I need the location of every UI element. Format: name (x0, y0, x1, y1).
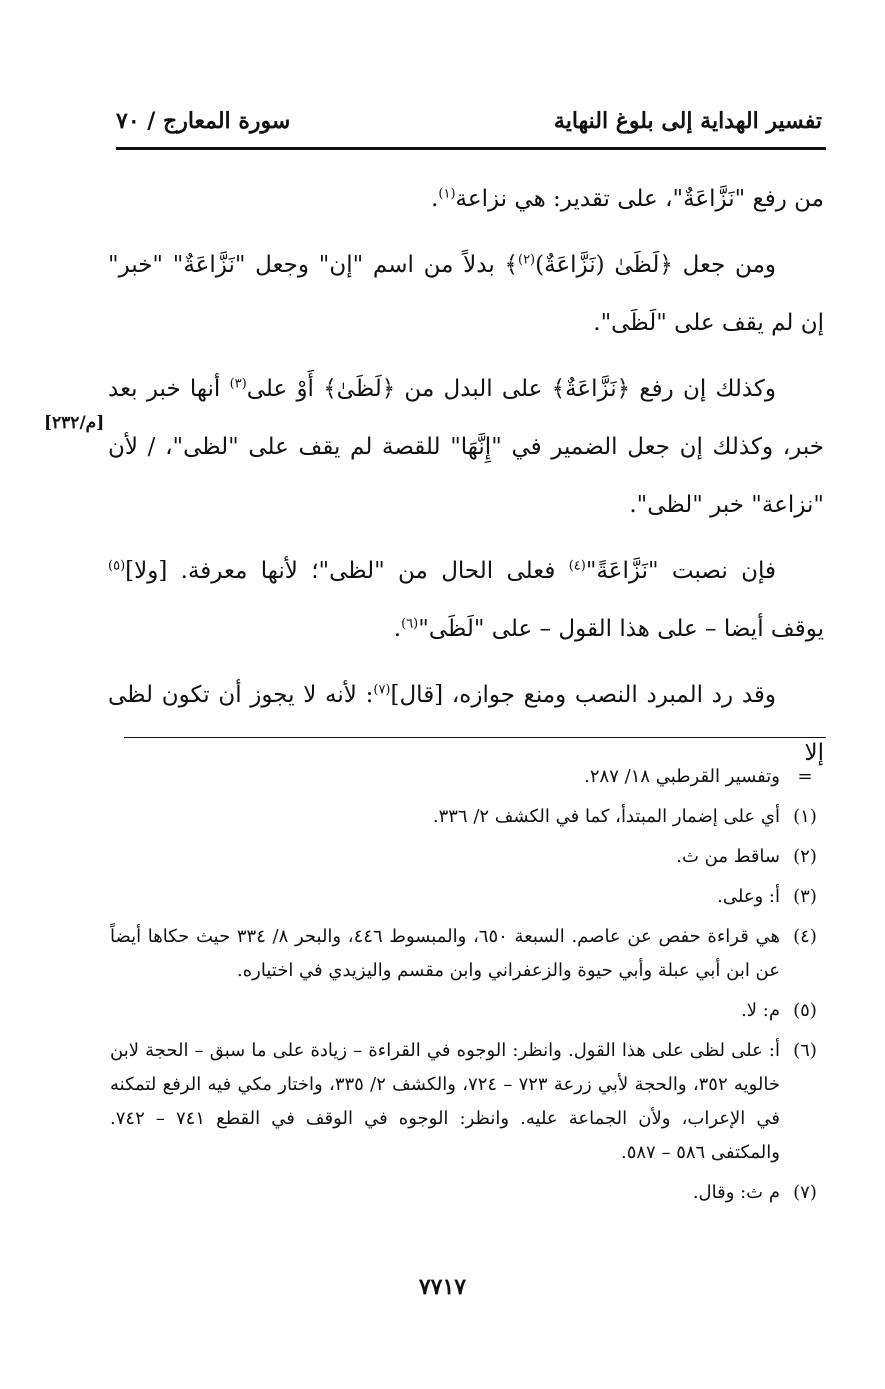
footnote-number: (٦) (793, 1040, 817, 1061)
footnote-number: (٤) (793, 926, 817, 947)
footnote-text: أي على إضمار المبتدأ، كما في الكشف ٢/ ٣٣٦. (432, 806, 780, 827)
footnote-ref: (١) (438, 186, 456, 202)
running-header (116, 108, 822, 148)
footnote-number: (٢) (793, 846, 817, 867)
footnote-text: ساقط من ث. (676, 846, 780, 867)
paragraph-2: ومن جعل ﴿لَظَىٰ (نَزَّاعَةٌ)$^{(٢)}$﴾ بدلاً من اسم "إن" وجعل "نَزَّاعَةٌ" "خبر" إن لم يقف على "لَظَى". (108, 252, 824, 336)
footnotes (110, 760, 830, 1216)
footnote-number: (٣) (793, 886, 817, 907)
footnote (110, 840, 830, 874)
manuscript-margin-ref: [م/٢٣٢] (44, 413, 105, 433)
footnote-ref: (٢) (517, 252, 536, 268)
footnote-ref: (٣) (229, 376, 247, 392)
footnote-rule (124, 737, 826, 738)
footnote-text: وتفسير القرطبي ١٨/ ٢٨٧. (584, 766, 780, 787)
footnote-ref: (٤) (568, 558, 586, 574)
book-title: تفسير الهداية إلى بلوغ النهاية (553, 108, 822, 134)
paragraph-4: فإن نصبت "نَزَّاعَةً"$^{(٤)}$ فعلى الحال من "لظى"؛ لأنها معرفة. [ولا]$^{(٥)}$ يوقف أيضا – على هذا القول – على "لَظَى"$^{(٦)}$. (108, 558, 824, 642)
footnote (110, 994, 830, 1028)
footnote (110, 880, 830, 914)
surah-page-label: سورة المعارج / ٧٠ (116, 108, 291, 134)
footnote-text: م ث: وقال. (692, 1182, 780, 1203)
footnote-text: أ: وعلى. (717, 886, 780, 907)
footnote-text: هي قراءة حفص عن عاصم. السبعة ٦٥٠، والمبسوط ٤٤٦، والبحر ٨/ ٣٣٤ حيث حكاها أيضاً عن ابن أبي عبلة وأبي حيوة والزعفراني وابن مقسم واليزيدي في اختياره. (110, 926, 780, 981)
header-rule (116, 147, 826, 150)
main-text (108, 170, 824, 790)
footnote (110, 760, 830, 794)
paragraph-1: من رفع "نَزَّاعَةٌ"، على تقدير: هي نزاعة$^{(١)}$. (431, 186, 824, 212)
footnote (110, 920, 830, 988)
paragraph-3: وكذلك إن رفع ﴿نَزَّاعَةٌ﴾ على البدل من ﴿لَظَىٰ﴾ أَوْ على$^{(٣)}$ أنها خبر بعد خبر، وكذلك إن جعل الضمير في "إِنَّهَا" للقصة لم يقف على "لظى"، / لأن "نزاعة" خبر "لظى". (108, 376, 824, 518)
footnote (110, 1034, 830, 1170)
footnote-number: = (797, 766, 813, 787)
footnote-ref: (٧) (373, 682, 391, 698)
footnote-number: (٧) (793, 1182, 817, 1203)
footnote (110, 1176, 830, 1210)
paragraph-5: وقد رد المبرد النصب ومنع جوازه، [قال]$^{(٧)}$: لأنه لا يجوز أن تكون لظى إلا (108, 682, 824, 766)
footnote-number: (١) (793, 806, 817, 827)
page-number: ٧٧١٧ (418, 1274, 467, 1300)
footnote-text: أ: على لظى على هذا القول. وانظر: الوجوه في القراءة – زيادة على ما سبق – الحجة لابن خالويه ٣٥٢، والحجة لأبي زرعة ٧٢٣ – ٧٢٤، والكشف ٢/ ٣٣٥، واختار مكي فيه الرفع لتمكنه في الإعراب، ولأن الجماعة عليه. وانظر: الوجوه في الوقف في القطع ٧٤١ – ٧٤٢. والمكتفى ٥٨٦ – ٥٨٧. (110, 1040, 780, 1163)
footnote-text: م: لا. (741, 1000, 780, 1021)
footnote-number: (٥) (793, 1000, 817, 1021)
footnote (110, 800, 830, 834)
footnote-ref: (٥) (108, 558, 126, 574)
footnote-ref: (٦) (401, 616, 419, 632)
